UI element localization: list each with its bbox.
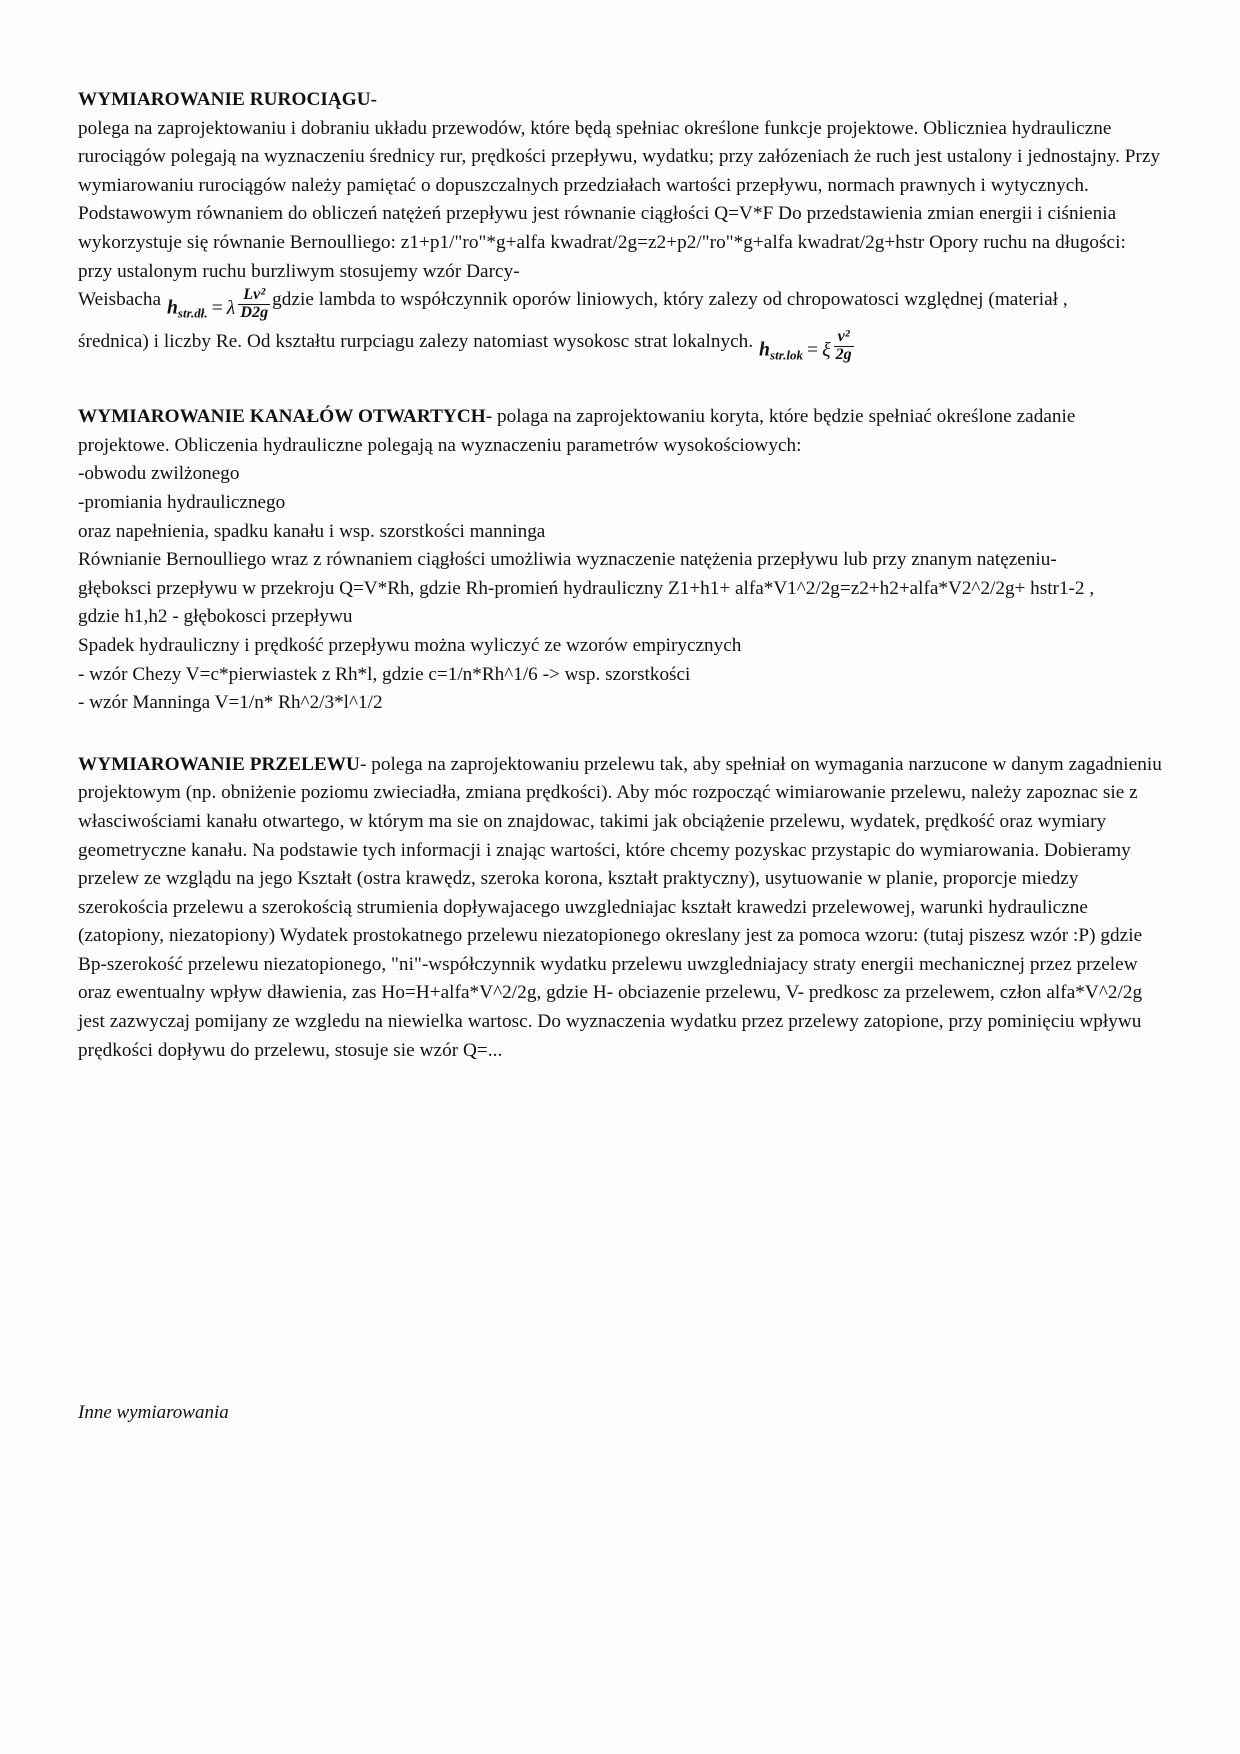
section-przelew — [78, 751, 1164, 1066]
formula-lhs-variable: h — [759, 339, 770, 361]
section-przelew-body — [78, 751, 1164, 1066]
formula-lhs-subscript: str.lok — [769, 347, 804, 363]
section-rurociag — [78, 86, 1164, 370]
formula-operator: = — [807, 339, 819, 361]
formula-numerator: Lv² — [238, 287, 270, 305]
body-line: oraz napełnienia, spadku kanału i wsp. szorstkości manninga — [78, 520, 546, 542]
body-line: uwzgledniajacy straty energii mechanicznej przez przelew oraz ewentualny wpływ dławienia, zas Ho=H+alfa*V^2/2g, gdzie H- — [78, 953, 1138, 1004]
formula-coefficient: ξ — [822, 339, 831, 361]
formula-fraction — [834, 329, 854, 363]
body-line: głęboksci przepływu w przekroju Q=V*Rh, gdzie Rh-promień hydrauliczny Z1+h1+ alfa*V1^2/2g=z2+h2+alfa*V2^2/2g+ hstr1-2 , — [78, 577, 1095, 599]
body-line: krawedzi przelewowej, warunki hydrauliczne (zatopiony, niezatopiony) Wydatek prostokatnego przelewu niezatopionego okreslany — [78, 896, 1088, 947]
formula-suffix: gdzie lambda to współczynnik oporów liniowych, który zalezy od chropowatosci względnej (materiał , — [272, 289, 1068, 311]
formula-prefix: Weisbacha — [78, 289, 162, 311]
body-line: do wymiarowania. Dobieramy przelew ze wzglądu na jego Kształt (ostra krawędz, szeroka korona, kształt praktyczny), — [78, 839, 1131, 890]
body-line: Spadek hydrauliczny i prędkość przepływu można wyliczyć ze wzorów empirycznych — [78, 634, 742, 656]
body-line: polega na zaprojektowaniu i dobraniu układu przewodów, które będą spełniac określone funkcje projektowe. Obliczniea — [78, 117, 1007, 139]
section-separator — [78, 718, 1164, 751]
body-line: Równianie Bernoulliego wraz z równaniem ciągłości umożliwia wyznaczenie natężenia przepływu lub przy znanym natęzeniu- — [78, 549, 1057, 571]
body-line: - wzór Manninga V=1/n* Rh^2/3*l^1/2 — [78, 692, 383, 714]
body-line: prędkość oraz wymiary geometryczne kanału. Na podstawie tych informacji i znając wartości, które chcemy pozyskac przystapic — [78, 810, 1107, 861]
formula-denominator: 2g — [835, 346, 852, 364]
formula-local-losses-line — [78, 328, 1164, 370]
body-line: kwadrat/2g=z2+p2/"ro"*g+alfa kwadrat/2g+hstr Opory ruchu na długości: przy ustalonym ruchu burzliwym stosujemy wzór Darcy- — [78, 231, 1126, 282]
formula-lhs-variable: h — [166, 297, 178, 319]
formula-darcy-weisbach — [166, 286, 271, 328]
body-line: - wzór Chezy V=c*pierwiastek z Rh*l, gdzie c=1/n*Rh^1/6 -> wsp. szorstkości — [78, 663, 691, 685]
formula-lhs-subscript: str.dł. — [177, 305, 208, 321]
body-line: normach prawnych i wytycznych. Podstawowym równaniem do obliczeń natężeń przepływu jest równanie ciągłości Q=V*F Do — [78, 174, 1089, 225]
formula-operator: = — [211, 297, 223, 319]
heading-text: WYMIAROWANIE KANAŁÓW OTWARTYCH — [78, 406, 486, 428]
heading-text: WYMIAROWANIE PRZELEWU — [78, 753, 360, 775]
body-line: wyznaczenia wydatku przez przelewy zatopione, przy pominięciu wpływu prędkości dopływu do przelewu, stosuje sie wzór Q=... — [78, 1011, 1142, 1061]
formula-coefficient: λ — [226, 297, 236, 319]
body-line: gdzie h1,h2 - głębokosci przepływu — [78, 606, 353, 628]
body-line: usytuowanie w planie, proporcje miedzy szerokościa przelewu a szerokością strumienia dopływajacego uwzgledniajac kształt — [78, 868, 1079, 918]
formula-darcy-weisbach-line — [78, 286, 1164, 328]
body-line: zagadnieniu projektowym (np. obniżenie poziomu zwieciadła, zmiana prędkości). Aby móc rozpocząć wimiarowanie przelewu, — [78, 753, 1162, 804]
section-kanaly-otwarte — [78, 403, 1164, 718]
formula-prefix: średnica) i liczby Re. Od kształtu rurpciagu zalezy natomiast wysokosc strat lokalnych. — [78, 331, 754, 353]
heading-tail: - polega na zaprojektowaniu przelewu tak, aby spełniał on wymagania narzucone w danym — [359, 753, 1064, 775]
body-line: projektowe. Obliczenia hydrauliczne polegają na wyznaczeniu parametrów wysokościowych: — [78, 434, 802, 456]
footer-note: Inne wymiarowania — [78, 1402, 229, 1423]
formula-fraction — [238, 287, 270, 321]
body-line: -obwodu zwilżonego — [78, 463, 240, 485]
heading-tail: - polaga na zaprojektowaniu koryta, które będzie spełniać określone zadanie — [485, 406, 1076, 428]
section-separator — [78, 370, 1164, 403]
heading-text: WYMIAROWANIE RUROCIĄGU- — [78, 89, 378, 110]
formula-local-losses — [759, 328, 855, 370]
section-rurociag-body — [78, 115, 1164, 287]
section-kanaly-heading-and-intro — [78, 403, 1164, 460]
body-line: -promiania hydraulicznego — [78, 491, 286, 513]
body-line: jest za pomoca wzoru: (tutaj piszesz wzór :P) gdzie Bp-szerokość przelewu niezatopionego, "ni"-współczynnik wydatku przelewu — [78, 925, 1143, 975]
formula-denominator: D2g — [240, 304, 269, 322]
body-line: obciazenie przelewu, V- predkosc za przelewem, człon alfa*V^2/2g jest zazwyczaj pomijany ze wzgledu na niewielka wartosc. Do — [78, 982, 1143, 1033]
formula-numerator: v² — [834, 329, 854, 347]
body-line: ustalony i jednostajny. Przy wymiarowaniu rurociągów należy pamiętać o dopuszczalnych przedziałach wartości przepływu, — [78, 146, 1161, 196]
body-line: przedstawienia zmian energii i ciśnienia wykorzystuje się równanie Bernoulliego: z1+p1/"ro"*g+alfa — [78, 203, 1117, 253]
body-line: hydrauliczne rurociągów polegają na wyznaczeniu średnicy rur, prędkości przepływu, wydatku; przy załózeniach że ruch jest — [78, 117, 1112, 168]
document-content — [78, 86, 1164, 1065]
body-line: należy zapoznac sie z własciwościami kanału otwartego, w którym ma sie on znajdowac, takimi jak obciążenie przelewu, wydatek, — [78, 782, 1138, 832]
section-rurociag-heading — [78, 86, 1164, 115]
